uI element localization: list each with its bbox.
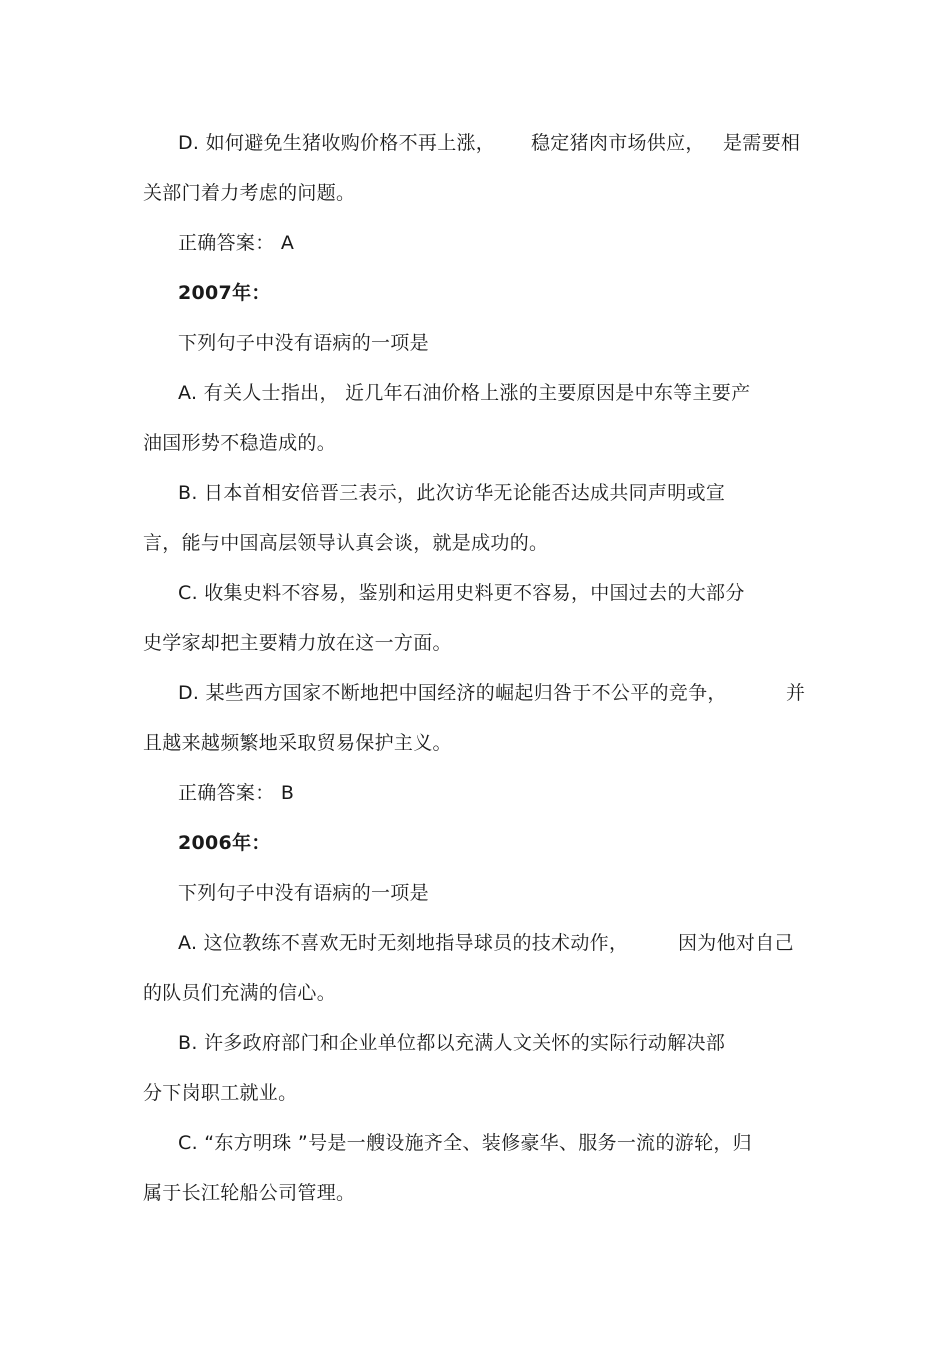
option-a-line-2: 油国形势不稳造成的。 [143,432,337,454]
option-a-line-1: A. 有关人士指出， 近几年石油价格上涨的主要原因是中东等主要产 [178,382,751,404]
option-d-part-3: 是需要相 [723,132,801,154]
option-a-line-2: 的队员们充满的信心。 [143,982,337,1004]
option-a-part-2: 因为他对自己 [678,932,794,954]
option-b-line-2: 分下岗职工就业。 [143,1082,298,1104]
correct-answer: 正确答案： B [178,782,295,804]
year-heading: 2007年： [178,282,271,304]
option-d-line-2: 且越来越频繁地采取贸易保护主义。 [143,732,452,754]
option-b-line-2: 言，能与中国高层领导认真会谈，就是成功的。 [143,532,549,554]
year-heading: 2006年： [178,832,271,854]
option-d-part-1: D. 如何避免生猪收购价格不再上涨， [178,132,496,154]
option-b-line-1: B. 日本首相安倍晋三表示，此次访华无论能否达成共同声明或宣 [178,482,726,504]
option-d-part-2: 稳定猪肉市场供应， [531,132,705,154]
option-d-part-2: 并 [786,682,806,704]
option-b-line-1: B. 许多政府部门和企业单位都以充满人文关怀的实际行动解决部 [178,1032,726,1054]
option-a-part-1: A. 这位教练不喜欢无时无刻地指导球员的技术动作， [178,932,629,954]
option-c-line-2: 史学家却把主要精力放在这一方面。 [143,632,452,654]
question-text: 下列句子中没有语病的一项是 [178,332,429,354]
correct-answer: 正确答案： A [178,232,295,254]
option-d-part-1: D. 某些西方国家不断地把中国经济的崛起归咎于不公平的竞争， [178,682,727,704]
question-text: 下列句子中没有语病的一项是 [178,882,429,904]
option-d-line-2: 关部门着力考虑的问题。 [143,182,356,204]
option-c-line-1: C. “东方明珠 ”号是一艘设施齐全、装修豪华、服务一流的游轮，归 [178,1132,752,1154]
option-c-line-2: 属于长江轮船公司管理。 [143,1182,356,1204]
option-c-line-1: C. 收集史料不容易，鉴别和运用史料更不容易，中国过去的大部分 [178,582,745,604]
